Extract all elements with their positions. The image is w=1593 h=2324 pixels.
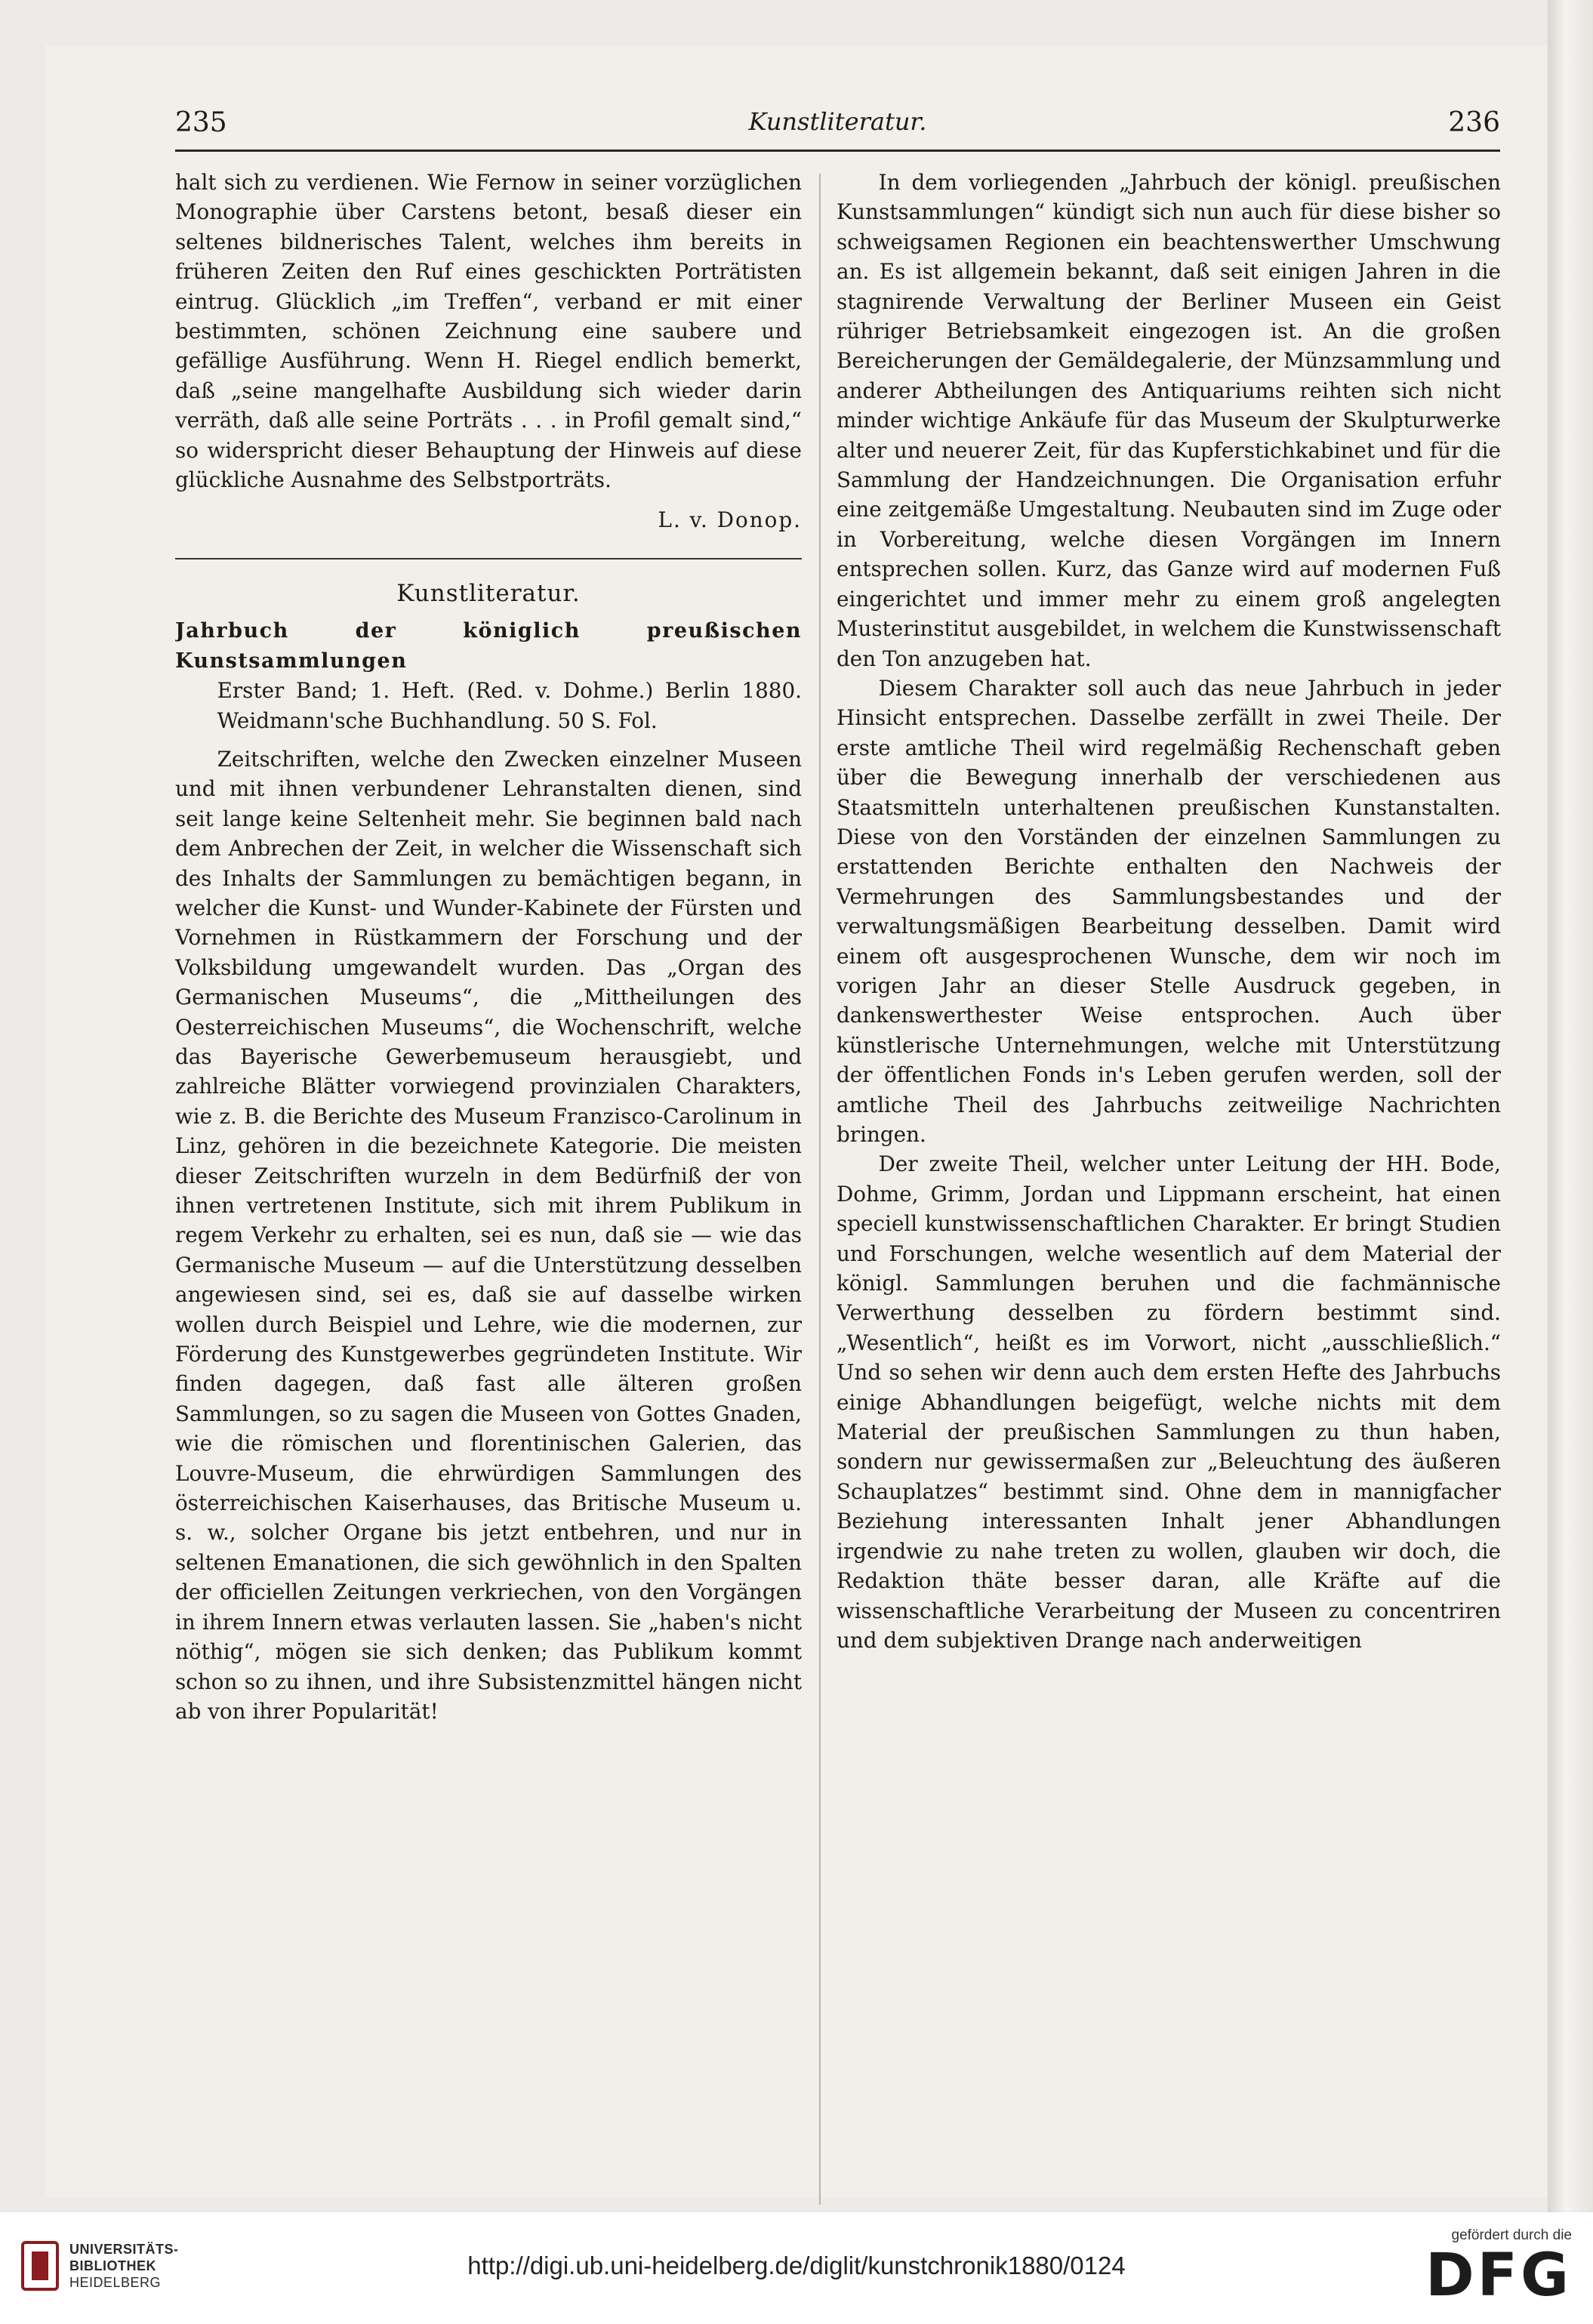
section-divider bbox=[175, 558, 802, 559]
left-paragraph-1: halt sich zu verdienen. Wie Fernow in seiner vorzüglichen Monographie über Carstens betont, besaß dieser ein seltenes bildnerisches Talent, welches ihm bereits in früheren Zeiten den Ruf eines geschickten Porträtisten eintrug. Glücklich „im Treffen“, verband er mit einer bestimmten, schönen Zeichnung eine saubere und gefällige Ausführung. Wenn H. Riegel endlich bemerkt, daß „seine mangelhafte Ausbildung sich wieder darin verräth, daß alle seine Porträts . . . in Profil gemalt sind,“ so widerspricht dieser Behauptung der Hinweis auf diese glückliche Ausnahme des Selbstporträts. bbox=[175, 170, 802, 493]
header-rule bbox=[175, 149, 1500, 152]
source-url-link[interactable]: http://digi.ub.uni-heidelberg.de/diglit/kunstchronik1880/0124 bbox=[467, 2252, 1126, 2279]
right-paragraph-1: In dem vorliegenden „Jahrbuch der königl. preußischen Kunstsammlungen“ kündigt sich nun auch für diese bisher so schweigsamen Regionen ein beachtenswerther Umschwung an. Es ist allgemein bekannt, daß seit einigen Jahren in die stagnirende Verwaltung der Berliner Museen ein Geist rühriger Betriebsamkeit eingezogen ist. An die großen Bereicherungen der Gemäldegalerie, der Münzsammlung und anderer Abtheilungen des Antiquariums reihten sich nicht minder wichtige Ankäufe für das Museum der Skulpturwerke alter und neuerer Zeit, für das Kupferstichkabinet und für die Sammlung der Handzeichnungen. Die Organisation erfuhr eine zeitgemäße Umgestaltung. Neubauten sind im Zuge oder in Vorbereitung, welche diesen Vorgängen im Innern entsprechen sollen. Kurz, das Ganze wird auf modernen Fuß eingerichtet und immer mehr zu einem groß angelegten Musterinstitut ausgebildet, in welchem die Kunstwissenschaft den Ton anzugeben hat. bbox=[837, 170, 1501, 671]
right-column bbox=[837, 168, 1501, 2236]
funding-label: gefördert durch die bbox=[1451, 2227, 1572, 2243]
logo-line-3: HEIDELBERG bbox=[69, 2275, 162, 2290]
logo-line-1: UNIVERSITÄTS- bbox=[69, 2242, 179, 2257]
page-number-right: 236 bbox=[1448, 107, 1500, 138]
book-title: Jahrbuch der königlich preußischen Kunstsammlungen bbox=[175, 619, 802, 673]
right-paragraph-2: Diesem Charakter soll auch das neue Jahrbuch in jeder Hinsicht entsprechen. Dasselbe zerfällt in zwei Theile. Der erste amtliche Theil wird regelmäßig Rechenschaft geben über die Bewegung innerhalb der verschiedenen aus Staatsmitteln unterhaltenen preußischen Kunstanstalten. Diese von den Vorständen der einzelnen Sammlungen zu erstattenden Berichte enthalten den Nachweis der Vermehrungen des Sammlungsbestandes und der verwaltungsmäßigen Bearbeitung desselben. Damit wird einem oft ausgesprochenen Wunsche, dem wir noch im vorigen Jahr an dieser Stelle Ausdruck gegeben, in dankenswerthester Weise entsprochen. Auch über künstlerische Unternehmungen, welche mit Unterstützung der öffentlichen Fonds in's Leben gerufen werden, soll der amtliche Theil des Jahrbuchs zeitweilige Nachrichten bringen. bbox=[837, 675, 1501, 1147]
logo-line-2: BIBLIOTHEK bbox=[69, 2258, 156, 2273]
page-edge bbox=[1548, 0, 1593, 2212]
author-signature: L. v. Donop. bbox=[658, 507, 802, 533]
section-title: Kunstliteratur. bbox=[396, 579, 581, 607]
dfg-logo: DFG bbox=[1425, 2242, 1572, 2310]
right-paragraph-3: Der zweite Theil, welcher unter Leitung der HH. Bode, Dohme, Grimm, Jordan und Lippmann erscheint, hat einen speciell kunstwissenschaftlichen Charakter. Er bringt Studien und Forschungen, welche wesentlich auf dem Material der königl. Sammlungen beruhen und die fachmännische Verwerthung desselben zu fördern bestimmt sind. „Wesentlich“, heißt es im Vorwort, nicht „ausschließlich.“ Und so sehen wir denn auch dem ersten Hefte des Jahrbuchs einige Abhandlungen beigefügt, welche nichts mit dem Material der preußischen Sammlungen zu thun haben, sondern nur gewissermaßen zur „Beleuchtung des äußeren Schauplatzes“ bestimmt sind. Ohne dem in mannigfacher Beziehung interessanten Inhalt jener Abhandlungen irgendwie zu nahe treten zu wollen, glauben wir doch, die Redaktion thäte besser daran, alle Kräfte auf die wissenschaftliche Verarbeitung der Museen zu concentriren und dem subjektiven Drange nach anderweitigen bbox=[837, 1151, 1501, 1653]
book-metadata: Erster Band; 1. Heft. (Red. v. Dohme.) Berlin 1880. Weidmann'sche Buchhandlung. 50 S. Fol. bbox=[217, 678, 802, 733]
left-column bbox=[175, 168, 802, 2236]
column-divider bbox=[819, 174, 821, 2205]
page-number-left: 235 bbox=[175, 107, 227, 138]
running-head bbox=[175, 107, 1500, 153]
funding-notice bbox=[1398, 2227, 1572, 2318]
left-paragraph-2: Zeitschriften, welche den Zwecken einzelner Museen und mit ihnen verbundener Lehranstalten dienen, sind seit lange keine Seltenheit mehr. Sie beginnen bald nach dem Anbrechen der Zeit, in welcher die Wissenschaft sich des Inhalts der Sammlungen zu bemächtigen begann, in welcher die Kunst- und Wunder-Kabinete der Fürsten und Vornehmen in Rüstkammern der Forschung und der Volksbildung umgewandelt wurden. Das „Organ des Germanischen Museums“, die „Mittheilungen des Oesterreichischen Museums“, die Wochenschrift, welche das Bayerische Gewerbemuseum herausgiebt, und zahlreiche Blätter vorwiegend provinzialen Charakters, wie z. B. die Berichte des Museum Franzisco-Carolinum in Linz, gehören in die bezeichnete Kategorie. Die meisten dieser Zeitschriften wurzeln in dem Bedürfniß der von ihnen vertretenen Institute, sich mit ihrem Publikum in regem Verkehr zu erhalten, sei es nun, daß sie — wie das Germanische Museum — auf die Unterstützung desselben angewiesen sind, sei es, daß sie auf dasselbe wirken wollen durch Beispiel und Lehre, wie die modernen, zur Förderung des Kunstgewerbes gegründeten Institute. Wir finden dagegen, daß fast alle älteren großen Sammlungen, so zu sagen die Museen von Gottes Gnaden, wie die römischen und florentinischen Galerien, das Louvre-Museum, die ehrwürdigen Sammlungen des österreichischen Kaiserhauses, das Britische Museum u. s. w., solcher Organe bis jetzt entbehren, und nur in seltenen Emanationen, die sich gewöhnlich in den Spalten der officiellen Zeitungen verkriechen, von den Vorgängen in ihrem Innern etwas verlauten lassen. Sie „haben's nicht nöthig“, mögen sie sich denken; das Publikum kommt schon so zu ihnen, und ihre Subsistenzmittel hängen nicht ab von ihrer Popularität! bbox=[175, 746, 802, 1724]
running-title: Kunstliteratur. bbox=[748, 107, 927, 136]
viewer-footer bbox=[0, 2212, 1593, 2324]
